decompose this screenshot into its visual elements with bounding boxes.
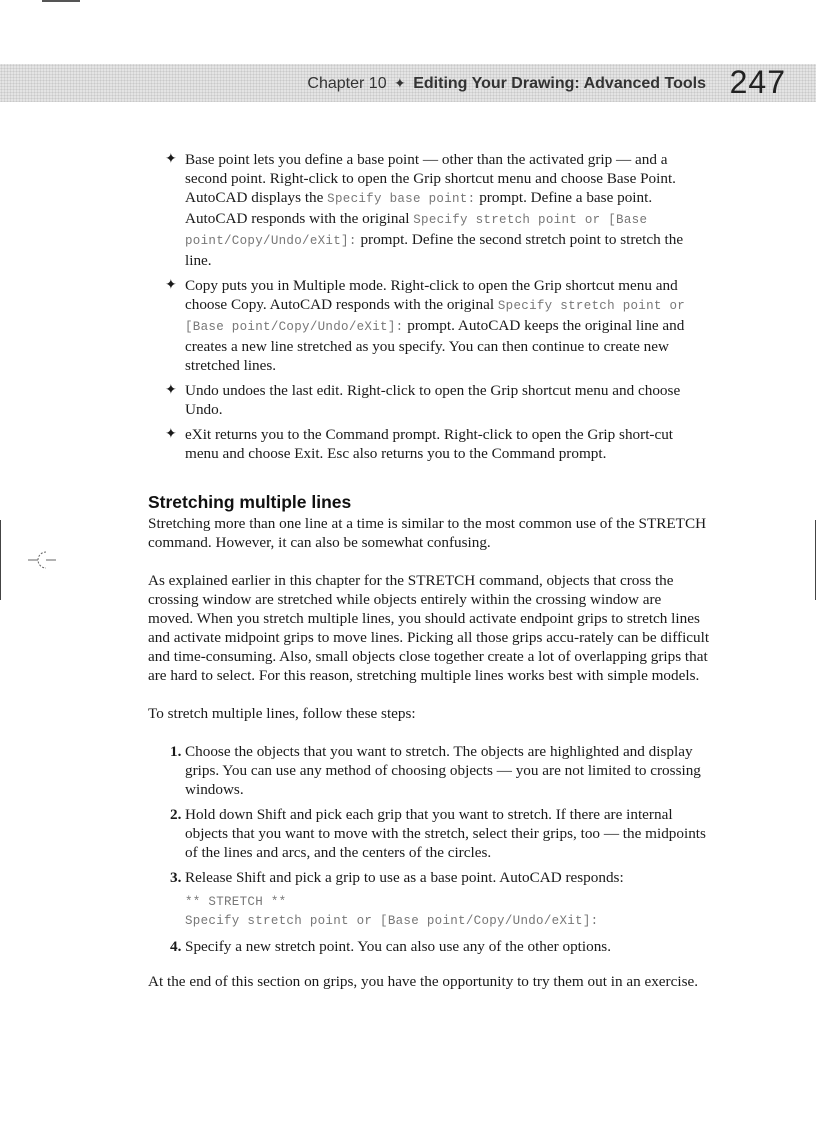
step-number: 2. [170,806,182,823]
left-margin-rule [0,520,1,600]
list-item: 2. Hold down Shift and pick each grip that you want to stretch. If there are internal objects that you want to move with the stretch, select their grips, too — the midpoints of the lines and arcs, and the centers of the circles. [170,806,706,861]
separator-star-icon: ✦ [394,75,406,91]
inline-code: Specify stretch point or [Base point/Copy/Undo/eXit]: [185,213,648,248]
list-item: ✦ eXit returns you to the Command prompt. Right-click to open the Grip short-cut menu and choose Exit. Esc also returns you to the Command prompt. [165,426,674,462]
list-item: ✦ Base point lets you define a base point — other than the activated grip — and a second point. Right-click to open the Grip shortcut menu and choose Base Point. AutoCAD displays the Specify base point: prompt. Define a base point. AutoCAD responds with the original Specify stretch point or [Base point/Copy/Undo/eXit]: prompt. Define the second stretch point to stretch the line. [165,151,684,269]
inline-code: Specify stretch point or [Base point/Copy/Undo/eXit]: [185,299,686,334]
chapter-number: Chapter 10 [307,75,387,92]
section-heading: Stretching multiple lines [148,492,352,512]
inline-code: Specify base point: [327,192,476,206]
list-item: 4. Specify a new stretch point. You can also use any of the other options. [170,938,612,955]
paragraph: As explained earlier in this chapter for the STRETCH command, objects that cross the crossing window are stretched while objects entirely within the crossing window are moved. When you stretch multiple lines, you should activate endpoint grips to stretch lines and activate midpoint grips to move lines. Picking all those grips accu-rately can be difficult and time-consuming. Also, small objects close together create a lot of overlapping grips that are hard to select. For this reason, stretching multiple lines works best with simple models. [148,572,710,684]
paragraph: To stretch multiple lines, follow these steps: [148,705,416,722]
bullet-star-icon: ✦ [165,278,177,293]
bullet-star-icon: ✦ [165,152,177,167]
top-rule [42,0,80,2]
list-item: ✦ Copy puts you in Multiple mode. Right-click to open the Grip shortcut menu and choose Copy. AutoCAD responds with the original Specify stretch point or [Base point/Copy/Undo/eXit]: prompt. AutoCAD keeps the original line and creates a new line stretched as you specify. You can then continue to create new stretched lines. [165,277,686,374]
code-block [185,893,710,931]
running-header [0,64,816,102]
paragraph: Stretching more than one line at a time is similar to the most common use of the STRETCH command. However, it can also be somewhat confusing. [148,515,707,551]
list-item: 3. Release Shift and pick a grip to use as a base point. AutoCAD responds: ** STRETCH ** Specify stretch point or [Base point/Copy/Undo/eXit]: [185,868,710,931]
step-number: 3. [170,869,182,886]
code-line: Specify stretch point or [Base point/Copy/Undo/eXit]: [185,914,599,928]
registration-mark-icon [28,548,56,572]
step-number: 4. [170,938,182,955]
page-number: 247 [729,64,786,100]
bullet-star-icon: ✦ [165,383,177,398]
step-number: 1. [170,743,182,760]
page-body [148,150,710,1010]
list-item: ✦ Undo undoes the last edit. Right-click to open the Grip shortcut menu and choose Undo. [165,382,681,418]
list-item: 1. Choose the objects that you want to stretch. The objects are highlighted and display grips. You can use any method of choosing objects — you are not limited to crossing windows. [170,743,701,798]
chapter-title: Editing Your Drawing: Advanced Tools [413,75,706,92]
steps-list [148,742,710,956]
grip-options-list [148,150,710,463]
paragraph: At the end of this section on grips, you have the opportunity to try them out in an exercise. [148,973,699,990]
code-line: ** STRETCH ** [185,895,287,909]
chapter-label [307,70,706,97]
bullet-star-icon: ✦ [165,427,177,442]
